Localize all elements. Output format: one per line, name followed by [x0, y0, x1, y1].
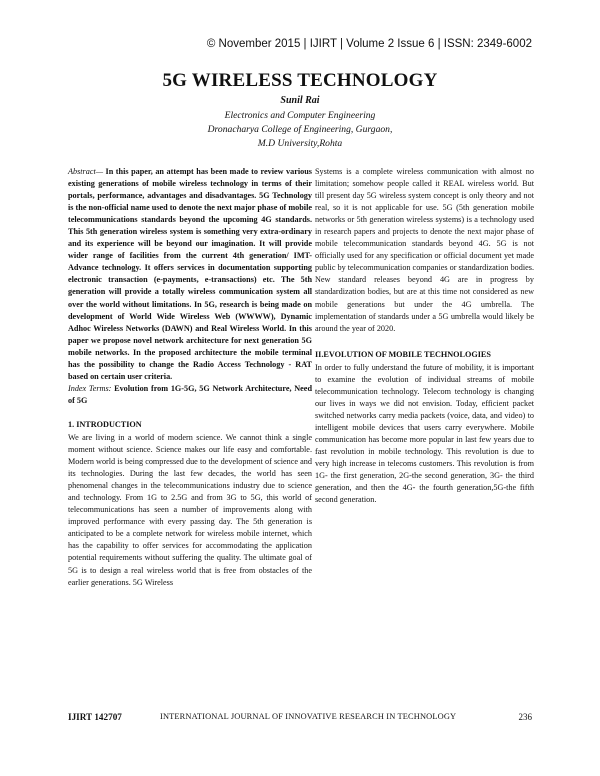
affiliation-line-2: Dronacharya College of Engineering, Gurgaon, — [207, 124, 393, 135]
page-number: 236 — [518, 712, 532, 722]
left-column — [68, 166, 312, 589]
index-terms-text: Evolution from 1G-5G, 5G Network Architecture, Need of 5G — [68, 383, 312, 405]
introduction-continuation: Systems is a complete wireless communication with almost no limitation; somehow people called it REAL wireless world. But till present day 5G wireless system concept is only theory and not real, so it is not applicable for use. 5G (5th generation mobile networks or 5th generation wireless systems) is a technology used in research papers and projects to denote the next major phase of mobile telecommunication standards beyond 4G. 5G is not officially used for any specification or official document yet made public by telecommunication companies or standardization bodies. New standard releases beyond 4G are in progress by standardization bodies, but are at this time not considered as new mobile generations but under the 4G umbrella. The implementation of standards under a 5G umbrella would likely be around the year of 2020. — [315, 167, 534, 333]
affiliation-line-3: M.D University,Rohta — [257, 138, 343, 149]
affiliation-line-1: Electronics and Computer Engineering — [224, 110, 376, 121]
section-heading-evolution: II.EVOLUTION OF MOBILE TECHNOLOGIES — [315, 349, 491, 359]
evolution-text: In order to fully understand the future of mobility, it is important to examine the evolution of individual streams of mobile telecommunication technology. Telecom technology is changing our lives in ways we did not envision. Today, efficient packet switched networks carry media packets (voice, data, and video) to intelligent mobile devices that users carry everywhere. Mobile communication has become more popular in last few years due to fast revolution in mobile technology. This revolution is due to very high increase in telecoms customers. This revolution is from 1G- the first generation, 2G-the second generation, 3G- the third generation, and then the 4G- the fourth generation,5G-the fifth second generation. — [315, 362, 534, 505]
footer-journal-name: INTERNATIONAL JOURNAL OF INNOVATIVE RESEARCH IN TECHNOLOGY — [160, 712, 457, 721]
index-terms — [68, 383, 312, 407]
abstract — [68, 166, 312, 383]
introduction-text: We are living in a world of modern science. We cannot think a single moment without science. Science makes our life easy and comfortable. Modern world is being compressed due to the development of science and its technologies. During the last few decades, the world has seen phenomenal changes in the telecommunications industry due to science and technology. From 1G to 2.5G and from 3G to 5G, this world of telecommunications has seen a number of improvements along with improved performance with every passing day. The 5th generation is anticipated to be a complete network for wireless mobile internet, which has the capability to offer services for accommodating the application potential requirements without suffering the quality. The ultimate goal of 5G is to design a real wireless world that is free from obstacles of the earlier generations. 5G Wireless — [68, 432, 312, 587]
paper-title: 5G WIRELESS TECHNOLOGY — [162, 70, 438, 91]
footer-journal-id: IJIRT 142707 — [68, 712, 122, 722]
section-heading-introduction: 1. INTRODUCTION — [68, 419, 142, 429]
journal-citation-header: © November 2015 | IJIRT | Volume 2 Issue 6 | ISSN: 2349-6002 — [206, 38, 532, 50]
abstract-text: In this paper, an attempt has been made to review various existing generations of mobile wireless technology in terms of their portals, performance, advantages and disadvantages. 5G Technology is the non-official name used to denote the next major phase of mobile telecommunications standards beyond the upcoming 4G standards. This 5th generation wireless system is something very extra-ordinary and its experience will be beyond our imagination. It will provide wider range of facilities from the current 4th generation/ IMT- Advance technology. It offers services in documentation supporting electronic transaction (e-payments, e-transactions) etc. The 5th generation will provide a totally wireless communication system all over the world without limitations. In 5G, research is being made on development of World Wide Wireless Web (WWWW), Dynamic Adhoc Wireless Networks (DAWN) and Real Wireless World. In this paper we propose novel network architecture for next generation 5G mobile networks. In the proposed architecture the mobile terminal has the possibility to change the Radio Access Technology - RAT based on certain user criteria. — [68, 167, 312, 381]
author-name: Sunil Rai — [280, 95, 320, 106]
index-terms-label: Index Terms: — [68, 383, 112, 393]
abstract-label: Abstract— — [68, 167, 104, 176]
right-column — [315, 166, 534, 506]
